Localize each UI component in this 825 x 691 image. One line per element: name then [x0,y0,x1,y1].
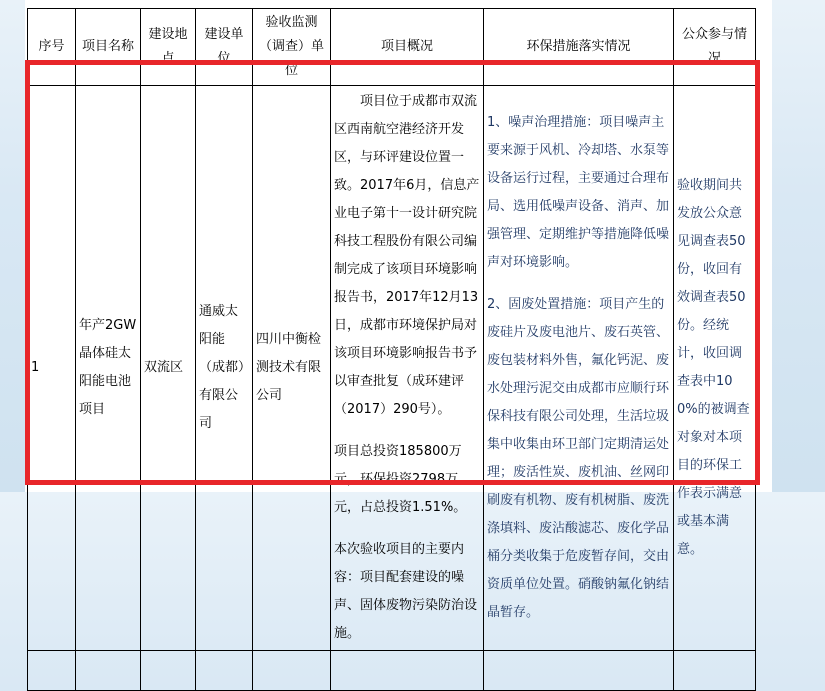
table-row-next [28,651,756,691]
cell-location: 双流区 [141,86,196,651]
cell-project-name: 年产2GW晶体硅太阳能电池项目 [76,86,141,651]
measures-paragraph: 2、固废处置措施：项目产生的废硅片及废电池片、废石英管、废包装材料外售，氟化钙泥、废水处理污泥交由成都市应顺行环保科技有限公司处理，生活垃圾集中收集由环卫部门定期清运处理；废活性炭、废机油、丝网印刷废有机物、废有机树脂、废洗涤填料、废沾酸滤芯、废化学品桶分类收集于危废暂存间，交由资质单位处置。硝酸钠氟化钠结晶暂存。 [487,297,670,620]
header-seq: 序号 [28,9,76,86]
acceptance-table [27,8,756,691]
cell-monitor-unit: 四川中衡检测技术有限公司 [253,86,331,651]
header-measures: 环保措施落实情况 [484,9,674,86]
header-monitor-unit: 验收监测（调查）单位 [253,9,331,86]
cell-builder: 通威太阳能（成都）有限公司 [196,86,253,651]
header-location: 建设地点 [141,9,196,86]
measures-paragraph: 1、噪声治理措施：项目噪声主要来源于风机、冷却塔、水泵等设备运行过程，主要通过合理布局、选用低噪声设备、消声、加强管理、定期维护等措施降低噪声对环境影响。 [487,115,670,270]
overview-paragraph: 本次验收项目的主要内容：项目配套建设的噪声、固体废物污染防治设施。 [334,542,478,641]
header-public: 公众参与情况 [674,9,756,86]
overview-paragraph: 项目位于成都市双流区西南航空港经济开发区，与环评建设位置一致。2017年6月，信息产业电子第十一设计研究院科技工程股份有限公司编制完成了该项目环境影响报告书，2017年12月13日，成都市环境保护局对该项目环境影响报告书予以审查批复（成环建评（2017）290号）。 [334,94,480,417]
overview-paragraph: 项目总投资185800万元，环保投资2798万元，占总投资1.51%。 [334,444,467,515]
cell-public-participation: 验收期间共发放公众意见调查表50份，收回有效调查表50份。经统计，收回调查表中100%的被调查对象对本项目的环保工作表示满意或基本满意。 [674,86,756,651]
cell-overview [331,86,484,651]
header-overview: 项目概况 [331,9,484,86]
table-header-row [28,9,756,86]
cell-seq: 1 [28,86,76,651]
table-row-project [28,86,756,651]
header-builder: 建设单位 [196,9,253,86]
cell-measures [484,86,674,651]
document-page [25,0,772,641]
header-project-name: 项目名称 [76,9,141,86]
